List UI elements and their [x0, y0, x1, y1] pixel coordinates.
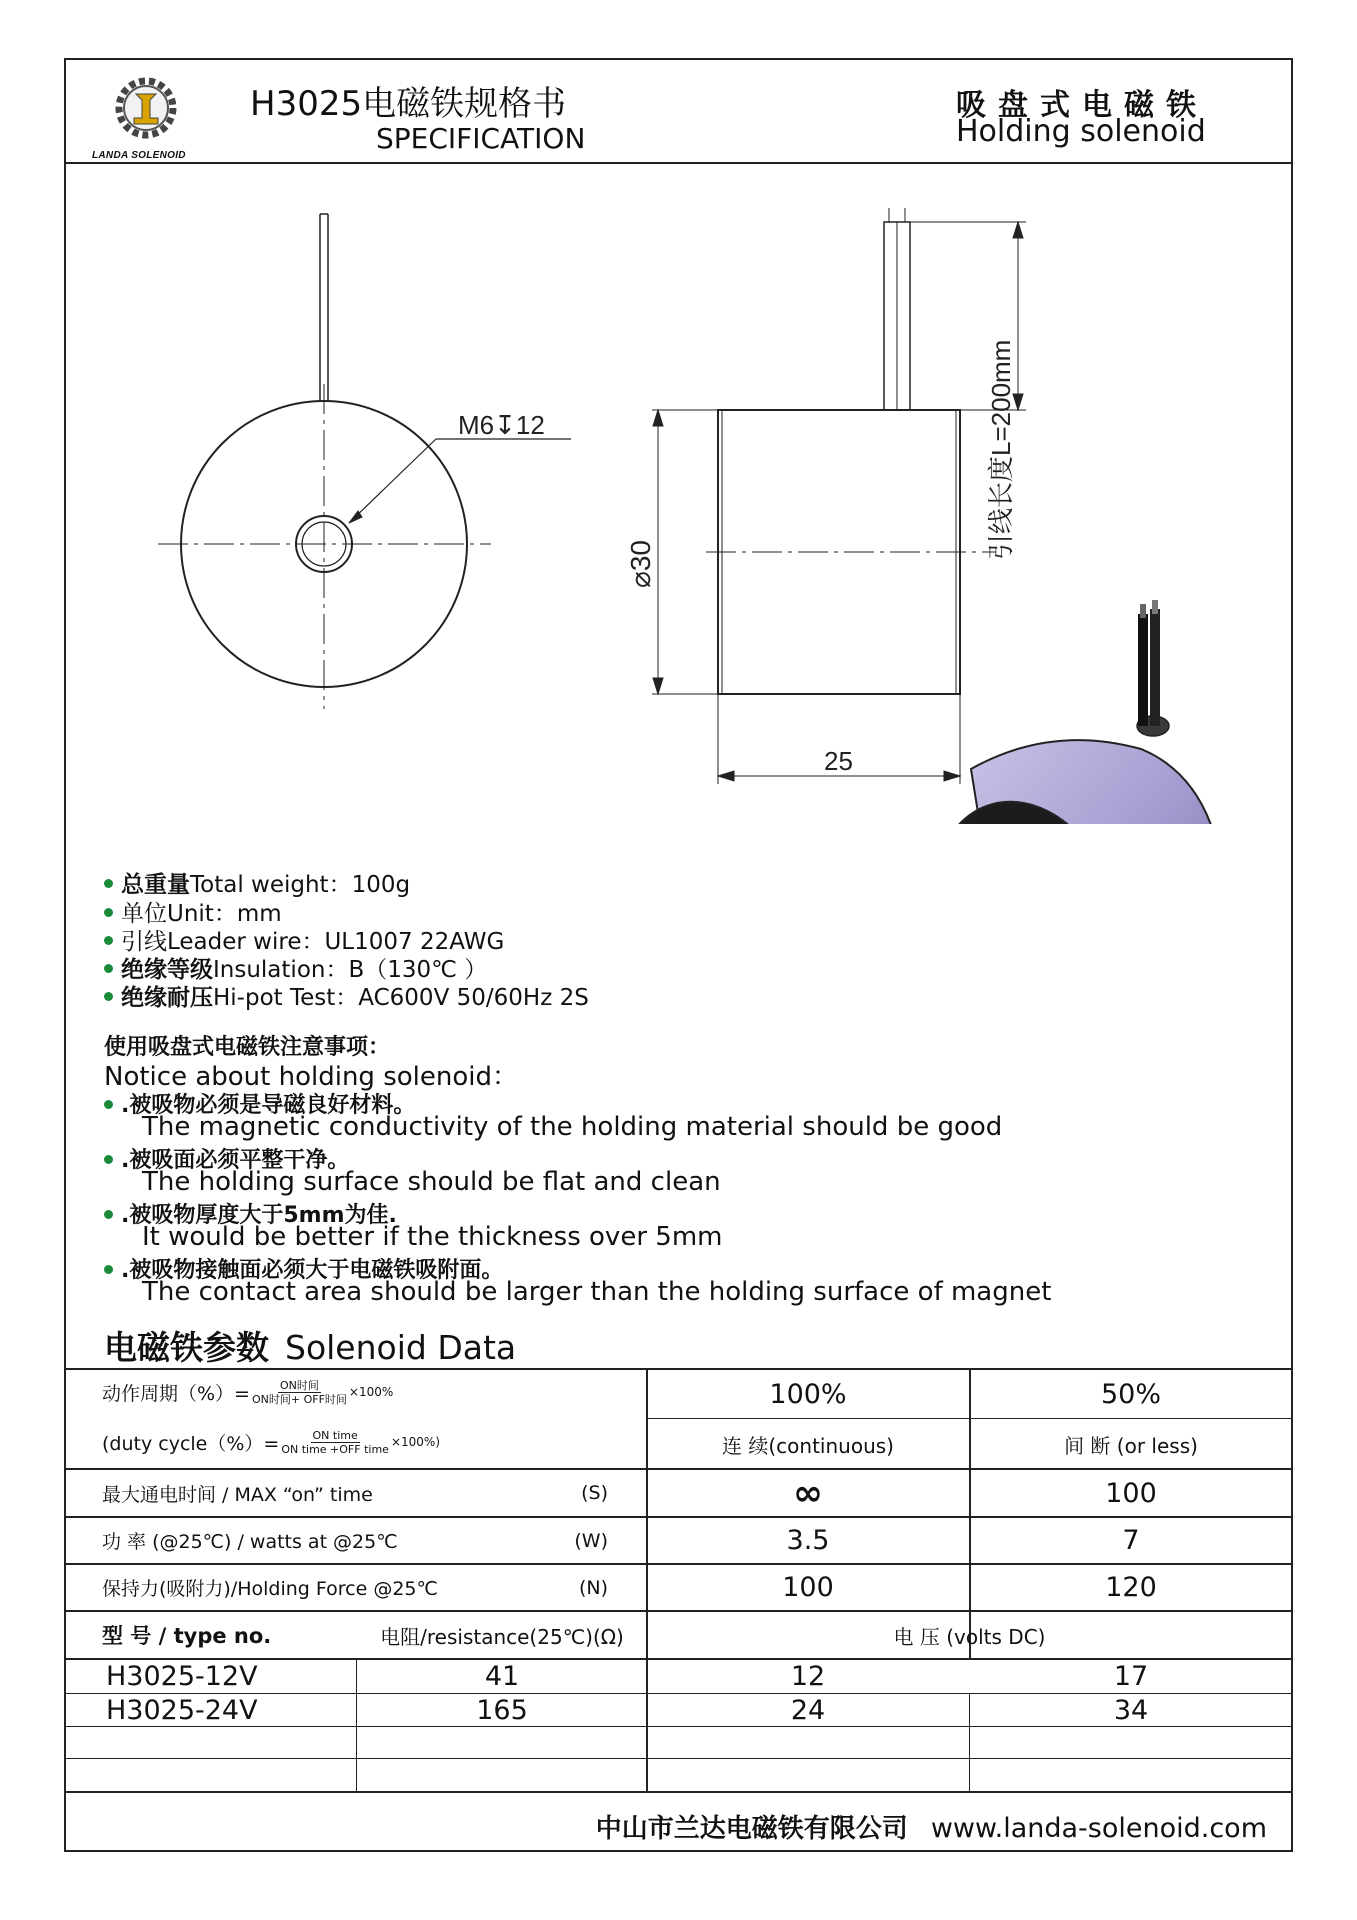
row-holding-force-continuous: 100: [782, 1572, 834, 1603]
section-title-cn: 电磁铁参数: [104, 1328, 269, 1367]
mode-intermittent: 间 断 (or less): [1064, 1433, 1198, 1458]
voltage-header: 电 压 (volts DC): [893, 1624, 1046, 1649]
notice-item-2-cn: .被吸面必须平整干净。: [104, 1143, 349, 1174]
product-render: [904, 600, 1226, 824]
bullet-icon: [104, 936, 113, 945]
duty-100-header: 100%: [769, 1378, 847, 1410]
model-resistance: 165: [476, 1694, 528, 1726]
model-voltage-intermittent: 17: [1113, 1661, 1149, 1692]
diameter-label: ⌀30: [625, 539, 656, 588]
spec-sheet-frame: [64, 58, 1293, 1852]
spec-value: Unit：mm: [167, 901, 282, 927]
product-type-en: Holding solenoid: [956, 114, 1206, 149]
spec-hipot-test: [104, 979, 589, 1012]
resistance-header: 电阻/resistance(25℃)(Ω): [380, 1624, 624, 1649]
duty-50-header: 50%: [1100, 1378, 1161, 1410]
model-resistance: 41: [484, 1661, 520, 1692]
product-type-cn: 吸盘式电磁铁: [956, 88, 1208, 123]
logo-text: LANDA SOLENOID: [92, 150, 186, 161]
notice-item-2-en: The holding surface should be flat and clean: [142, 1167, 721, 1197]
spec-value: Total weight：100g: [190, 872, 411, 898]
section-title-en: Solenoid Data: [285, 1328, 517, 1367]
lead-length-label: 引线长度L=200mm: [986, 339, 1016, 560]
page-title: H3025电磁铁规格书: [250, 84, 567, 124]
notice-title-cn: 使用吸盘式电磁铁注意事项：: [104, 1035, 391, 1060]
row-watts-continuous: 3.5: [786, 1525, 830, 1556]
spec-label-cn: 绝缘耐压: [121, 985, 213, 1011]
spec-label-cn: 引线: [121, 929, 167, 955]
row-max-on-time-continuous: ∞: [793, 1472, 823, 1514]
spec-value: Hi-pot Test：AC600V 50/60Hz 2S: [213, 985, 589, 1011]
row-holding-force-intermittent: 120: [1105, 1572, 1157, 1603]
model-type: H3025-24V: [106, 1694, 258, 1726]
company-website[interactable]: www.landa-solenoid.com: [930, 1813, 1267, 1844]
notice-item-3-en: It would be better if the thickness over 5mm: [142, 1222, 723, 1252]
company-logo: [88, 70, 218, 162]
notice-item-3-cn: .被吸物厚度大于5mm为佳.: [104, 1198, 397, 1229]
solenoid-data-title: [104, 1322, 516, 1369]
notice-item-1-en: The magnetic conductivity of the holding material should be good: [142, 1112, 1003, 1142]
notice-item-4-cn: .被吸物接触面必须大于电磁铁吸附面。: [104, 1253, 503, 1284]
duty-cycle-en: (duty cycle（%）= $\frac{\text{ON time}}{\text{ON time +OFF time}}$ ×100%): [102, 1428, 440, 1456]
company-name: 中山市兰达电磁铁有限公司: [595, 1814, 908, 1844]
bullet-icon: [104, 1265, 113, 1274]
model-type-header: 型 号 / type no.: [102, 1624, 272, 1648]
spec-label-cn: 单位: [121, 901, 167, 927]
row-holding-force-label: 保持力(吸附力)/Holding Force @25℃ (N): [102, 1576, 608, 1600]
notice-item-1-cn: .被吸物必须是导磁良好材料。: [104, 1088, 415, 1119]
bullet-icon: [104, 964, 113, 973]
page-title-en: SPECIFICATION: [376, 122, 586, 155]
spec-label-cn: 总重量: [121, 872, 190, 898]
row-max-on-time-label: 最大通电时间 / MAX “on” time (S): [102, 1482, 608, 1506]
model-type: H3025-12V: [106, 1661, 258, 1692]
model-voltage-continuous: 24: [790, 1694, 826, 1726]
bullet-icon: [104, 1100, 113, 1109]
duty-cycle-cn: 动作周期（%）= $\frac{\text{ON时间}}{\text{ON时间+ OFF时间}}$ ×100%: [102, 1378, 394, 1406]
model-voltage-continuous: 12: [790, 1661, 826, 1692]
spec-value: Leader wire：UL1007 22AWG: [167, 929, 505, 955]
technical-drawing: [66, 164, 1291, 824]
mode-continuous: 连 续(continuous): [722, 1433, 894, 1458]
row-watts-intermittent: 7: [1122, 1525, 1140, 1556]
bullet-icon: [104, 1210, 113, 1219]
row-watts-label: 功 率 (@25℃) / watts at @25℃ (W): [102, 1529, 608, 1553]
gear-logo-icon: [88, 70, 218, 148]
notice-title-en: Notice about holding solenoid：: [104, 1062, 518, 1092]
bullet-icon: [104, 879, 113, 888]
row-max-on-time-intermittent: 100: [1105, 1477, 1157, 1509]
length-label: 25: [824, 746, 853, 776]
thread-label: M6↧12: [458, 410, 545, 440]
spec-value: Insulation：B（130℃ ）: [213, 957, 488, 983]
bullet-icon: [104, 908, 113, 917]
bullet-icon: [104, 1155, 113, 1164]
bullet-icon: [104, 992, 113, 1001]
footer: [596, 1808, 1267, 1845]
front-view: [158, 214, 571, 709]
side-view: [652, 208, 1026, 784]
notice-item-4-en: The contact area should be larger than the holding surface of magnet: [142, 1277, 1052, 1307]
model-voltage-intermittent: 34: [1113, 1694, 1149, 1726]
spec-label-cn: 绝缘等级: [121, 957, 213, 983]
